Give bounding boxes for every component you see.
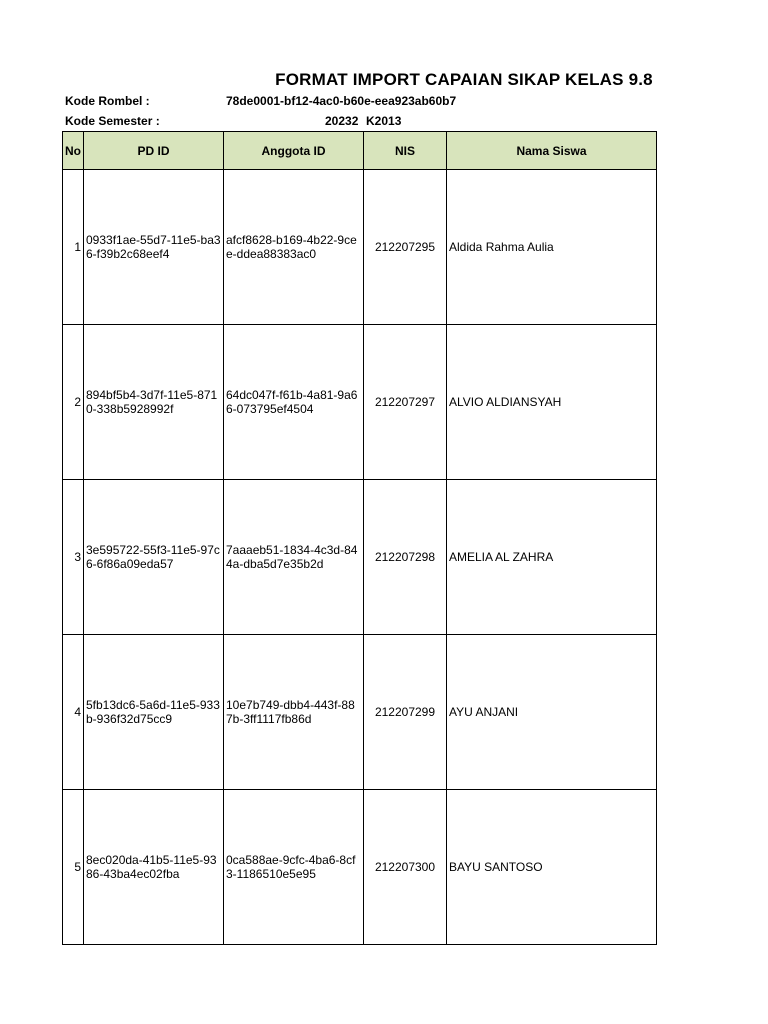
cell-anggota-id: 10e7b749-dbb4-443f-887b-3ff1117fb86d — [224, 635, 364, 790]
cell-nis: 212207295 — [364, 170, 447, 325]
header-nama-siswa: Nama Siswa — [447, 132, 657, 170]
cell-pd-id: 8ec020da-41b5-11e5-9386-43ba4ec02fba — [84, 790, 224, 945]
cell-no: 2 — [63, 325, 84, 480]
header-nis: NIS — [364, 132, 447, 170]
cell-nis: 212207298 — [364, 480, 447, 635]
header-anggota-id: Anggota ID — [224, 132, 364, 170]
table-header-row — [63, 132, 657, 170]
table-row — [63, 790, 657, 945]
cell-nama-siswa: BAYU SANTOSO — [447, 790, 657, 945]
cell-anggota-id: 0ca588ae-9cfc-4ba6-8cf3-1186510e5e95 — [224, 790, 364, 945]
table-row — [63, 325, 657, 480]
cell-no: 4 — [63, 635, 84, 790]
cell-nis: 212207299 — [364, 635, 447, 790]
cell-pd-id: 3e595722-55f3-11e5-97c6-6f86a09eda57 — [84, 480, 224, 635]
cell-no: 3 — [63, 480, 84, 635]
cell-pd-id: 5fb13dc6-5a6d-11e5-933b-936f32d75cc9 — [84, 635, 224, 790]
cell-no: 1 — [63, 170, 84, 325]
cell-nis: 212207300 — [364, 790, 447, 945]
document-title: FORMAT IMPORT CAPAIAN SIKAP KELAS 9.8 — [275, 70, 653, 89]
cell-nis: 212207297 — [364, 325, 447, 480]
cell-anggota-id: 64dc047f-f61b-4a81-9a66-073795ef4504 — [224, 325, 364, 480]
student-table — [62, 131, 657, 945]
cell-anggota-id: afcf8628-b169-4b22-9cee-ddea88383ac0 — [224, 170, 364, 325]
cell-nama-siswa: AYU ANJANI — [447, 635, 657, 790]
cell-nama-siswa: AMELIA AL ZAHRA — [447, 480, 657, 635]
rombel-label: Kode Rombel : — [65, 94, 150, 108]
table-row — [63, 635, 657, 790]
table-row — [63, 170, 657, 325]
cell-pd-id: 0933f1ae-55d7-11e5-ba36-f39b2c68eef4 — [84, 170, 224, 325]
cell-nama-siswa: Aldida Rahma Aulia — [447, 170, 657, 325]
table-row — [63, 480, 657, 635]
kurikulum-value: K2013 — [366, 114, 402, 128]
semester-label: Kode Semester : — [65, 114, 160, 128]
header-no: No — [63, 132, 84, 170]
cell-pd-id: 894bf5b4-3d7f-11e5-8710-338b5928992f — [84, 325, 224, 480]
rombel-value: 78de0001-bf12-4ac0-b60e-eea923ab60b7 — [226, 94, 457, 108]
header-pd-id: PD ID — [84, 132, 224, 170]
cell-nama-siswa: ALVIO ALDIANSYAH — [447, 325, 657, 480]
cell-no: 5 — [63, 790, 84, 945]
cell-anggota-id: 7aaaeb51-1834-4c3d-844a-dba5d7e35b2d — [224, 480, 364, 635]
semester-value: 20232 — [325, 114, 359, 128]
